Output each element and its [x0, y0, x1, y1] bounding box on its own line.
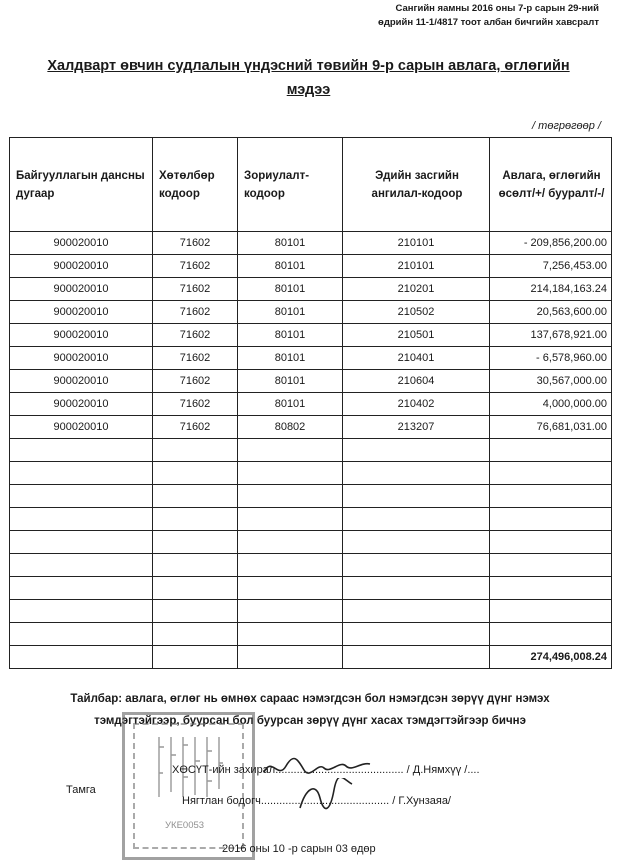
cell-account: 900020010: [10, 324, 153, 347]
title-line-1: Халдварт өвчин судлалын үндэсний төвийн 9-р сарын авлага, өглөгийн: [47, 58, 570, 74]
cell-econ: 210501: [343, 324, 490, 347]
cell-account: 900020010: [10, 232, 153, 255]
stamp-code: УКЕ0053: [165, 820, 205, 831]
empty-row: [10, 577, 612, 600]
table-row: [10, 416, 612, 439]
empty-row: [10, 462, 612, 485]
cell-amount: 30,567,000.00: [490, 370, 612, 393]
empty-row: [10, 554, 612, 577]
cell-account: 900020010: [10, 255, 153, 278]
official-stamp: [122, 712, 255, 860]
table-row: [10, 301, 612, 324]
note-line-2: тэмдэгтэйгээр, буурсан бол буурсан зөрүү дүнг хасах тэмдэгтэйгээр бичнэ: [94, 715, 526, 727]
empty-row: [10, 600, 612, 623]
cell-econ: 210201: [343, 278, 490, 301]
empty-row: [10, 485, 612, 508]
table-row: [10, 255, 612, 278]
cell-program: 71602: [153, 393, 238, 416]
cell-amount: - 209,856,200.00: [490, 232, 612, 255]
table-row: [10, 347, 612, 370]
cell-amount: - 6,578,960.00: [490, 347, 612, 370]
cell-account: 900020010: [10, 416, 153, 439]
note-line-1: Тайлбар: авлага, өглөг нь өмнөх сараас нэмэгдсэн бол нэмэгдсэн зөрүү дүнг нэмэх: [70, 693, 550, 705]
cell-program: 71602: [153, 347, 238, 370]
cell-account: 900020010: [10, 370, 153, 393]
empty-row: [10, 623, 612, 646]
cell-econ: 210401: [343, 347, 490, 370]
director-signature-line: ХӨСҮТ-ийн захирал.......................................... / Д.Нямхүү /....: [172, 764, 480, 776]
cell-econ: 210101: [343, 232, 490, 255]
total-row: [10, 646, 612, 669]
table-row: [10, 370, 612, 393]
cell-purpose: 80802: [238, 416, 343, 439]
table-row: [10, 278, 612, 301]
header-line-1: Сангийн яамны 2016 оны 7-р сарын 29-ний: [395, 3, 599, 14]
cell-account: 900020010: [10, 347, 153, 370]
cell-program: 71602: [153, 278, 238, 301]
total-amount: 274,496,008.24: [490, 646, 612, 669]
table-header-row: [10, 138, 612, 232]
cell-econ: 210101: [343, 255, 490, 278]
cell-account: 900020010: [10, 393, 153, 416]
cell-purpose: 80101: [238, 232, 343, 255]
cell-amount: 4,000,000.00: [490, 393, 612, 416]
header-line-2: өдрийн 11-1/4817 тоот албан бичгийн хавсралт: [378, 17, 599, 28]
empty-row: [10, 439, 612, 462]
date-line: 2016 оны 10 -р сарын 03 өдөр: [222, 843, 376, 855]
header-purpose: Зориулалт-кодоор: [238, 138, 343, 232]
header-econ: Эдийн засгийн ангилал-кодоор: [343, 138, 490, 232]
header-amount: Авлага, өглөгийн өсөлт/+/ бууралт/-/: [490, 138, 612, 232]
title-line-2: мэдээ: [286, 82, 331, 98]
header-account: Байгууллагын дансны дугаар: [10, 138, 153, 232]
cell-econ: 213207: [343, 416, 490, 439]
explanatory-note: [20, 688, 600, 732]
cell-purpose: 80101: [238, 324, 343, 347]
cell-program: 71602: [153, 232, 238, 255]
cell-program: 71602: [153, 324, 238, 347]
cell-program: 71602: [153, 416, 238, 439]
cell-account: 900020010: [10, 301, 153, 324]
cell-purpose: 80101: [238, 370, 343, 393]
cell-purpose: 80101: [238, 393, 343, 416]
table-row: [10, 232, 612, 255]
unit-label: / төгрөгөөр /: [532, 120, 601, 132]
cell-amount: 20,563,600.00: [490, 301, 612, 324]
document-title: [10, 54, 607, 102]
cell-amount: 214,184,163.24: [490, 278, 612, 301]
header-program: Хөтөлбөр кодоор: [153, 138, 238, 232]
cell-account: 900020010: [10, 278, 153, 301]
cell-econ: 210402: [343, 393, 490, 416]
stamp-label: Тамга: [66, 784, 96, 796]
cell-purpose: 80101: [238, 255, 343, 278]
cell-program: 71602: [153, 301, 238, 324]
table-row: [10, 324, 612, 347]
accountant-signature-line: Нягтлан бодогч.......................................... / Г.Хунзаяа/: [182, 795, 451, 807]
cell-econ: 210604: [343, 370, 490, 393]
cell-amount: 137,678,921.00: [490, 324, 612, 347]
empty-row: [10, 508, 612, 531]
accountant-signature-icon: [296, 778, 356, 814]
cell-econ: 210502: [343, 301, 490, 324]
cell-amount: 76,681,031.00: [490, 416, 612, 439]
receivables-table: [9, 137, 612, 669]
table-row: [10, 393, 612, 416]
cell-purpose: 80101: [238, 301, 343, 324]
empty-row: [10, 531, 612, 554]
cell-program: 71602: [153, 255, 238, 278]
cell-program: 71602: [153, 370, 238, 393]
cell-purpose: 80101: [238, 278, 343, 301]
cell-amount: 7,256,453.00: [490, 255, 612, 278]
cell-purpose: 80101: [238, 347, 343, 370]
